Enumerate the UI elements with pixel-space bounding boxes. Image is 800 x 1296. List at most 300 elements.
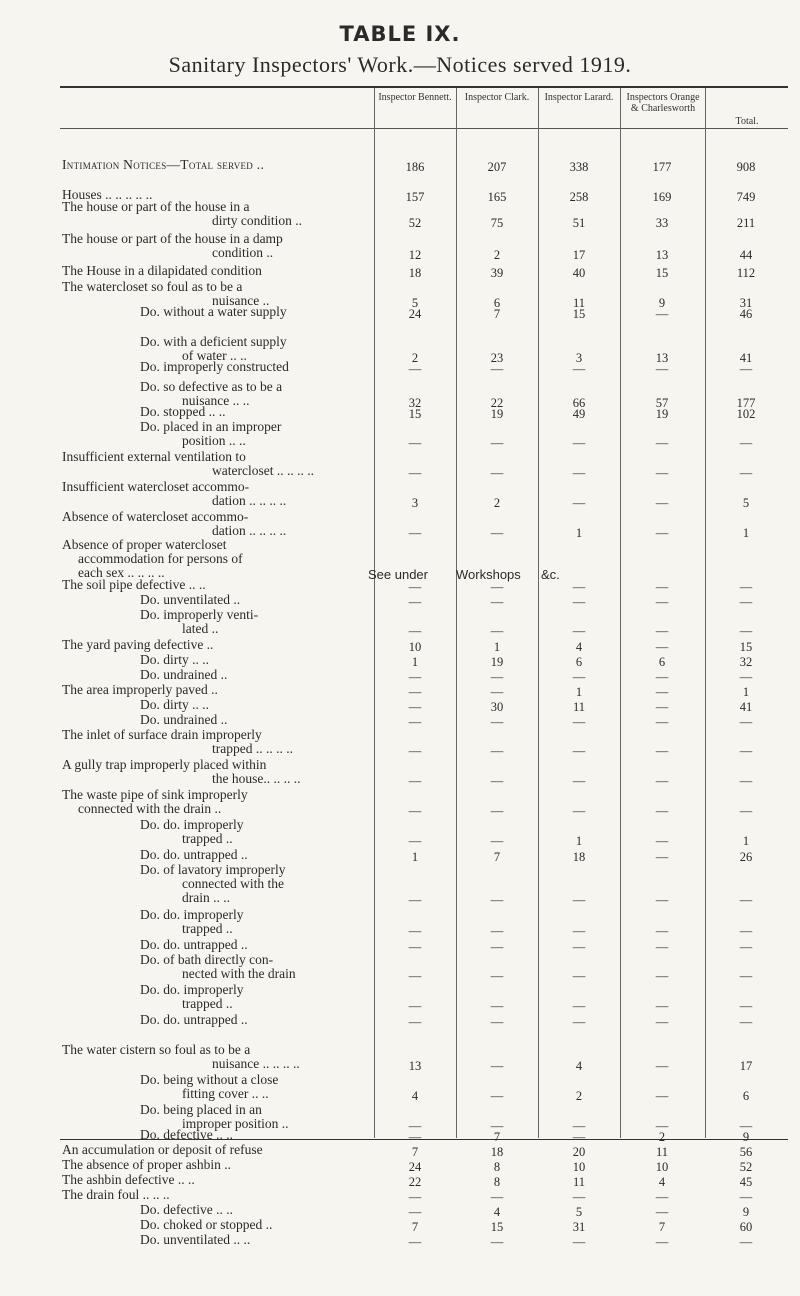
value-cell: 5 xyxy=(411,296,419,310)
row-label-line: Do. so defective as to be a xyxy=(140,379,283,394)
value-cell: 169 xyxy=(652,190,672,204)
value-cell: 7 xyxy=(658,1220,666,1234)
row-label-line: Do. placed in an improper xyxy=(140,419,282,434)
page-subtitle: Sanitary Inspectors' Work.—Notices served 1919. xyxy=(168,52,632,77)
value-cell: — xyxy=(655,496,669,510)
value-cell: 1 xyxy=(575,834,583,848)
workshops-note: Workshops xyxy=(456,567,521,582)
row-label-line: nuisance .. .. xyxy=(182,393,250,408)
value-cell: — xyxy=(490,362,504,376)
value-cell: 9 xyxy=(742,1205,750,1219)
value-cell: — xyxy=(655,924,669,938)
row-label-line: fitting cover .. .. xyxy=(182,1086,269,1101)
column-header-total: Total. xyxy=(735,116,759,127)
value-cell: 11 xyxy=(572,296,586,310)
row-label xyxy=(62,1233,364,1247)
value-cell: — xyxy=(655,1119,669,1133)
row-label-line: Do. do. untrapped .. xyxy=(140,847,248,862)
value-cell: — xyxy=(408,804,422,818)
value-cell: — xyxy=(655,999,669,1013)
value-cell: — xyxy=(408,774,422,788)
value-cell: — xyxy=(408,1235,422,1249)
value-cell: — xyxy=(655,1190,669,1204)
value-cell: 18 xyxy=(490,1145,504,1159)
row-label-line: connected with the drain .. xyxy=(78,801,222,816)
value-cell: — xyxy=(655,1059,669,1073)
value-cell: 49 xyxy=(572,407,586,421)
value-cell: — xyxy=(408,834,422,848)
row-label-line: condition .. xyxy=(212,245,274,260)
value-cell: 749 xyxy=(736,190,756,204)
row-label-line: The watercloset so foul as to be a xyxy=(62,279,243,294)
value-cell: — xyxy=(490,624,504,638)
value-cell: — xyxy=(739,715,753,729)
row-label-line: A gully trap improperly placed within xyxy=(62,757,267,772)
value-cell: — xyxy=(490,834,504,848)
value-cell: 15 xyxy=(490,1220,504,1234)
header-rule xyxy=(60,128,788,129)
value-cell: 24 xyxy=(408,307,422,321)
value-cell: 1 xyxy=(742,526,750,540)
row-label xyxy=(62,593,364,607)
column-divider xyxy=(538,88,539,1138)
top-rule xyxy=(60,86,788,88)
row-label xyxy=(62,232,364,260)
value-cell: 12 xyxy=(408,248,422,262)
row-label xyxy=(62,510,364,538)
value-cell: — xyxy=(739,466,753,480)
row-label xyxy=(62,1203,364,1217)
row-label xyxy=(62,758,364,786)
value-cell: 1 xyxy=(411,655,419,669)
value-cell: — xyxy=(490,1089,504,1103)
value-cell: — xyxy=(655,624,669,638)
row-label xyxy=(62,305,364,319)
row-label-line: Do. do. untrapped .. xyxy=(140,937,248,952)
value-cell: 4 xyxy=(658,1175,666,1189)
row-label xyxy=(62,1158,364,1172)
value-cell: — xyxy=(572,1015,586,1029)
value-cell: 41 xyxy=(739,700,753,714)
row-label xyxy=(62,863,364,905)
column-divider xyxy=(456,88,457,1138)
row-label xyxy=(62,450,364,478)
value-cell: — xyxy=(739,999,753,1013)
row-label-line: of water .. .. xyxy=(182,348,247,363)
value-cell: — xyxy=(655,670,669,684)
value-cell: — xyxy=(739,1015,753,1029)
row-label-line: Do. dirty .. .. xyxy=(140,697,209,712)
value-cell: 908 xyxy=(736,160,756,174)
row-label-line: position .. .. xyxy=(182,433,246,448)
value-cell: 9 xyxy=(658,296,666,310)
value-cell: — xyxy=(739,580,753,594)
value-cell: — xyxy=(739,969,753,983)
value-cell: — xyxy=(655,1235,669,1249)
value-cell: — xyxy=(490,1119,504,1133)
value-cell: — xyxy=(490,744,504,758)
row-label xyxy=(62,983,364,1011)
value-cell: — xyxy=(572,436,586,450)
value-cell: — xyxy=(572,362,586,376)
value-cell: — xyxy=(490,1059,504,1073)
value-cell: 112 xyxy=(736,266,756,280)
value-cell: 15 xyxy=(408,407,422,421)
value-cell: 177 xyxy=(652,160,672,174)
row-label-line: lated .. xyxy=(182,621,219,636)
value-cell: 18 xyxy=(572,850,586,864)
column-header-larard: Inspector Larard. xyxy=(544,92,614,103)
row-label xyxy=(62,668,364,682)
row-label-line: An accumulation or deposit of refuse xyxy=(62,1142,263,1157)
value-cell: — xyxy=(490,1015,504,1029)
value-cell: 5 xyxy=(575,1205,583,1219)
value-cell: — xyxy=(408,466,422,480)
value-cell: — xyxy=(572,496,586,510)
value-cell: 41 xyxy=(739,351,753,365)
value-cell: 13 xyxy=(655,351,669,365)
value-cell: — xyxy=(572,804,586,818)
value-cell: 1 xyxy=(742,685,750,699)
value-cell: — xyxy=(739,436,753,450)
row-label xyxy=(62,953,364,981)
row-label-line: Insufficient external ventilation to xyxy=(62,449,246,464)
row-label-line: the house.. .. .. .. xyxy=(212,771,301,786)
row-label xyxy=(62,200,364,228)
value-cell: 10 xyxy=(655,1160,669,1174)
value-cell: — xyxy=(490,924,504,938)
row-label-line: Absence of watercloset accommo- xyxy=(62,509,249,524)
value-cell: — xyxy=(408,526,422,540)
value-cell: — xyxy=(655,774,669,788)
column-divider xyxy=(374,88,375,1138)
row-label xyxy=(62,1013,364,1027)
row-label-line: nected with the drain xyxy=(182,966,296,981)
value-cell: — xyxy=(408,893,422,907)
row-label xyxy=(62,698,364,712)
row-label-line: Do. defective .. .. xyxy=(140,1127,233,1142)
row-label-line: The absence of proper ashbin .. xyxy=(62,1157,232,1172)
value-cell: 26 xyxy=(739,850,753,864)
row-label-line: Do. of lavatory improperly xyxy=(140,862,286,877)
value-cell: — xyxy=(655,1205,669,1219)
value-cell: — xyxy=(655,307,669,321)
row-label-line: Do. undrained .. xyxy=(140,712,228,727)
value-cell: — xyxy=(655,580,669,594)
value-cell: 211 xyxy=(736,216,756,230)
value-cell: — xyxy=(655,466,669,480)
row-label xyxy=(62,360,364,374)
row-label xyxy=(62,578,364,592)
row-label-line: Do. with a deficient supply xyxy=(140,334,287,349)
row-label-line: Do. improperly venti- xyxy=(140,607,259,622)
value-cell: 157 xyxy=(405,190,425,204)
value-cell: 23 xyxy=(490,351,504,365)
value-cell: — xyxy=(739,670,753,684)
row-label xyxy=(62,1218,364,1232)
value-cell: — xyxy=(655,940,669,954)
row-label-line: accommodation for persons of xyxy=(78,551,243,566)
row-label xyxy=(62,608,364,636)
row-label xyxy=(62,818,364,846)
value-cell: — xyxy=(408,715,422,729)
value-cell: 1 xyxy=(742,834,750,848)
row-label-line: Do. without a water supply xyxy=(140,304,287,319)
value-cell: — xyxy=(490,804,504,818)
row-label-line: Do. being without a close xyxy=(140,1072,279,1087)
value-cell: — xyxy=(655,526,669,540)
value-cell: — xyxy=(408,685,422,699)
value-cell: 32 xyxy=(739,655,753,669)
row-label-line: The House in a dilapidated condition xyxy=(62,263,262,278)
row-label xyxy=(62,480,364,508)
row-label-line: Do. defective .. .. xyxy=(140,1202,233,1217)
value-cell: — xyxy=(408,362,422,376)
value-cell: — xyxy=(739,1190,753,1204)
row-label-line: Do. of bath directly con- xyxy=(140,952,274,967)
value-cell: 18 xyxy=(408,266,422,280)
value-cell: — xyxy=(739,595,753,609)
row-label-line: Do. choked or stopped .. xyxy=(140,1217,273,1232)
value-cell: 7 xyxy=(411,1145,419,1159)
row-label-line: Do. being placed in an xyxy=(140,1102,262,1117)
value-cell: 7 xyxy=(493,850,501,864)
value-cell: — xyxy=(655,969,669,983)
row-label xyxy=(62,420,364,448)
row-label-line: dation .. .. .. .. xyxy=(212,493,287,508)
value-cell: 19 xyxy=(490,655,504,669)
value-cell: 10 xyxy=(408,640,422,654)
value-cell: 39 xyxy=(490,266,504,280)
value-cell: — xyxy=(408,940,422,954)
row-label-line: Houses .. .. .. .. .. xyxy=(62,187,153,202)
value-cell: — xyxy=(739,940,753,954)
row-label-line: improper position .. xyxy=(182,1116,289,1131)
row-label-line: nuisance .. .. .. .. xyxy=(212,1056,300,1071)
column-divider xyxy=(620,88,621,1138)
value-cell: 1 xyxy=(575,526,583,540)
column-header-clark: Inspector Clark. xyxy=(464,92,530,103)
see-under-note: See under xyxy=(368,567,428,582)
value-cell: — xyxy=(655,834,669,848)
value-cell: 52 xyxy=(408,216,422,230)
row-label-line: nuisance .. xyxy=(212,293,270,308)
value-cell: — xyxy=(490,999,504,1013)
value-cell: 6 xyxy=(493,296,501,310)
value-cell: — xyxy=(655,804,669,818)
value-cell: — xyxy=(572,466,586,480)
value-cell: — xyxy=(655,362,669,376)
row-label xyxy=(62,158,364,172)
value-cell: — xyxy=(572,969,586,983)
page-title: TABLE IX. xyxy=(339,22,461,46)
row-label xyxy=(62,405,364,419)
row-label-line: connected with the xyxy=(182,876,284,891)
value-cell: 19 xyxy=(490,407,504,421)
value-cell: — xyxy=(490,670,504,684)
value-cell: — xyxy=(739,744,753,758)
value-cell: 11 xyxy=(572,700,586,714)
row-label xyxy=(62,683,364,697)
value-cell: 2 xyxy=(575,1089,583,1103)
value-cell: — xyxy=(490,893,504,907)
value-cell: — xyxy=(490,436,504,450)
row-label xyxy=(62,713,364,727)
value-cell: 22 xyxy=(490,396,504,410)
row-label xyxy=(62,938,364,952)
row-label-line: Absence of proper watercloset xyxy=(62,537,227,552)
row-label-line: Do. do. improperly xyxy=(140,982,244,997)
value-cell: 31 xyxy=(739,296,753,310)
value-cell: — xyxy=(490,1235,504,1249)
row-label-line: Do. stopped .. .. xyxy=(140,404,226,419)
value-cell: 11 xyxy=(655,1145,669,1159)
row-label-line: Do. undrained .. xyxy=(140,667,228,682)
value-cell: — xyxy=(739,924,753,938)
value-cell: 9 xyxy=(742,1130,750,1144)
value-cell: 10 xyxy=(572,1160,586,1174)
value-cell: 44 xyxy=(739,248,753,262)
row-label-line: trapped .. xyxy=(182,831,233,846)
column-header-bennett: Inspector Bennett. xyxy=(378,92,452,103)
row-label xyxy=(62,638,364,652)
value-cell: — xyxy=(739,774,753,788)
value-cell: 177 xyxy=(736,396,756,410)
value-cell: 40 xyxy=(572,266,586,280)
value-cell: 31 xyxy=(572,1220,586,1234)
value-cell: — xyxy=(655,1015,669,1029)
row-label-line: Do. do. untrapped .. xyxy=(140,1012,248,1027)
row-label-line: dirty condition .. xyxy=(212,213,302,228)
value-cell: 258 xyxy=(569,190,589,204)
value-cell: — xyxy=(572,580,586,594)
row-label-line: Intimation Notices—Total served .. xyxy=(62,157,265,172)
column-header-orange-charlesworth: Inspectors Orange & Charlesworth xyxy=(626,92,700,114)
value-cell: 6 xyxy=(742,1089,750,1103)
row-label-line: dation .. .. .. .. xyxy=(212,523,287,538)
row-label-line: Do. unventilated .. .. xyxy=(140,1232,251,1247)
value-cell: — xyxy=(490,715,504,729)
value-cell: 165 xyxy=(487,190,507,204)
value-cell: — xyxy=(408,700,422,714)
value-cell: 17 xyxy=(572,248,586,262)
value-cell: 51 xyxy=(572,216,586,230)
row-label xyxy=(62,1043,364,1071)
value-cell: 66 xyxy=(572,396,586,410)
value-cell: — xyxy=(408,1015,422,1029)
value-cell: — xyxy=(572,1119,586,1133)
value-cell: — xyxy=(490,580,504,594)
value-cell: 102 xyxy=(736,407,756,421)
value-cell: 33 xyxy=(655,216,669,230)
value-cell: 45 xyxy=(739,1175,753,1189)
value-cell: — xyxy=(572,715,586,729)
row-label-line: Do. do. improperly xyxy=(140,817,244,832)
row-label xyxy=(62,908,364,936)
value-cell: — xyxy=(655,595,669,609)
row-label xyxy=(62,1128,364,1142)
row-label xyxy=(62,1173,364,1187)
value-cell: — xyxy=(655,700,669,714)
value-cell: 20 xyxy=(572,1145,586,1159)
value-cell: 11 xyxy=(572,1175,586,1189)
value-cell: — xyxy=(655,640,669,654)
row-label xyxy=(62,728,364,756)
value-cell: — xyxy=(572,624,586,638)
value-cell: — xyxy=(408,1119,422,1133)
value-cell: 7 xyxy=(493,307,501,321)
value-cell: — xyxy=(408,999,422,1013)
value-cell: — xyxy=(490,1190,504,1204)
value-cell: 207 xyxy=(487,160,507,174)
value-cell: — xyxy=(408,1130,422,1144)
value-cell: 15 xyxy=(655,266,669,280)
row-label xyxy=(62,1188,364,1202)
row-label-line: trapped .. .. .. .. xyxy=(212,741,293,756)
value-cell: — xyxy=(572,893,586,907)
value-cell: 6 xyxy=(658,655,666,669)
value-cell: — xyxy=(408,436,422,450)
value-cell: 338 xyxy=(569,160,589,174)
value-cell: 15 xyxy=(739,640,753,654)
value-cell: — xyxy=(572,670,586,684)
value-cell: — xyxy=(408,1190,422,1204)
row-label-line: The yard paving defective .. xyxy=(62,637,214,652)
row-label xyxy=(62,653,364,667)
value-cell: — xyxy=(655,436,669,450)
row-label-line: The water cistern so foul as to be a xyxy=(62,1042,251,1057)
value-cell: — xyxy=(572,1190,586,1204)
value-cell: 3 xyxy=(411,496,419,510)
column-divider xyxy=(705,88,706,1138)
value-cell: — xyxy=(572,774,586,788)
value-cell: — xyxy=(408,624,422,638)
row-label-line: each sex .. .. .. .. xyxy=(78,565,165,580)
value-cell: 17 xyxy=(739,1059,753,1073)
value-cell: — xyxy=(408,670,422,684)
row-label-line: The soil pipe defective .. .. xyxy=(62,577,206,592)
value-cell: — xyxy=(490,774,504,788)
value-cell: — xyxy=(655,744,669,758)
value-cell: 4 xyxy=(575,1059,583,1073)
value-cell: 60 xyxy=(739,1220,753,1234)
row-label-line: Do. improperly constructed xyxy=(140,359,289,374)
value-cell: — xyxy=(572,1130,586,1144)
value-cell: 7 xyxy=(493,1130,501,1144)
value-cell: 4 xyxy=(411,1089,419,1103)
value-cell: — xyxy=(408,744,422,758)
value-cell: — xyxy=(490,466,504,480)
value-cell: — xyxy=(739,893,753,907)
value-cell: — xyxy=(490,526,504,540)
row-label xyxy=(62,1143,364,1157)
value-cell: 22 xyxy=(408,1175,422,1189)
row-label xyxy=(62,538,364,580)
value-cell: 1 xyxy=(411,850,419,864)
value-cell: — xyxy=(408,595,422,609)
value-cell: — xyxy=(408,924,422,938)
value-cell: — xyxy=(490,940,504,954)
value-cell: 52 xyxy=(739,1160,753,1174)
value-cell: 1 xyxy=(493,640,501,654)
value-cell: 2 xyxy=(493,496,501,510)
value-cell: 4 xyxy=(575,640,583,654)
row-label xyxy=(62,788,364,816)
row-label-line: Do. dirty .. .. xyxy=(140,652,209,667)
value-cell: — xyxy=(408,1205,422,1219)
value-cell: — xyxy=(572,1235,586,1249)
value-cell: — xyxy=(572,924,586,938)
